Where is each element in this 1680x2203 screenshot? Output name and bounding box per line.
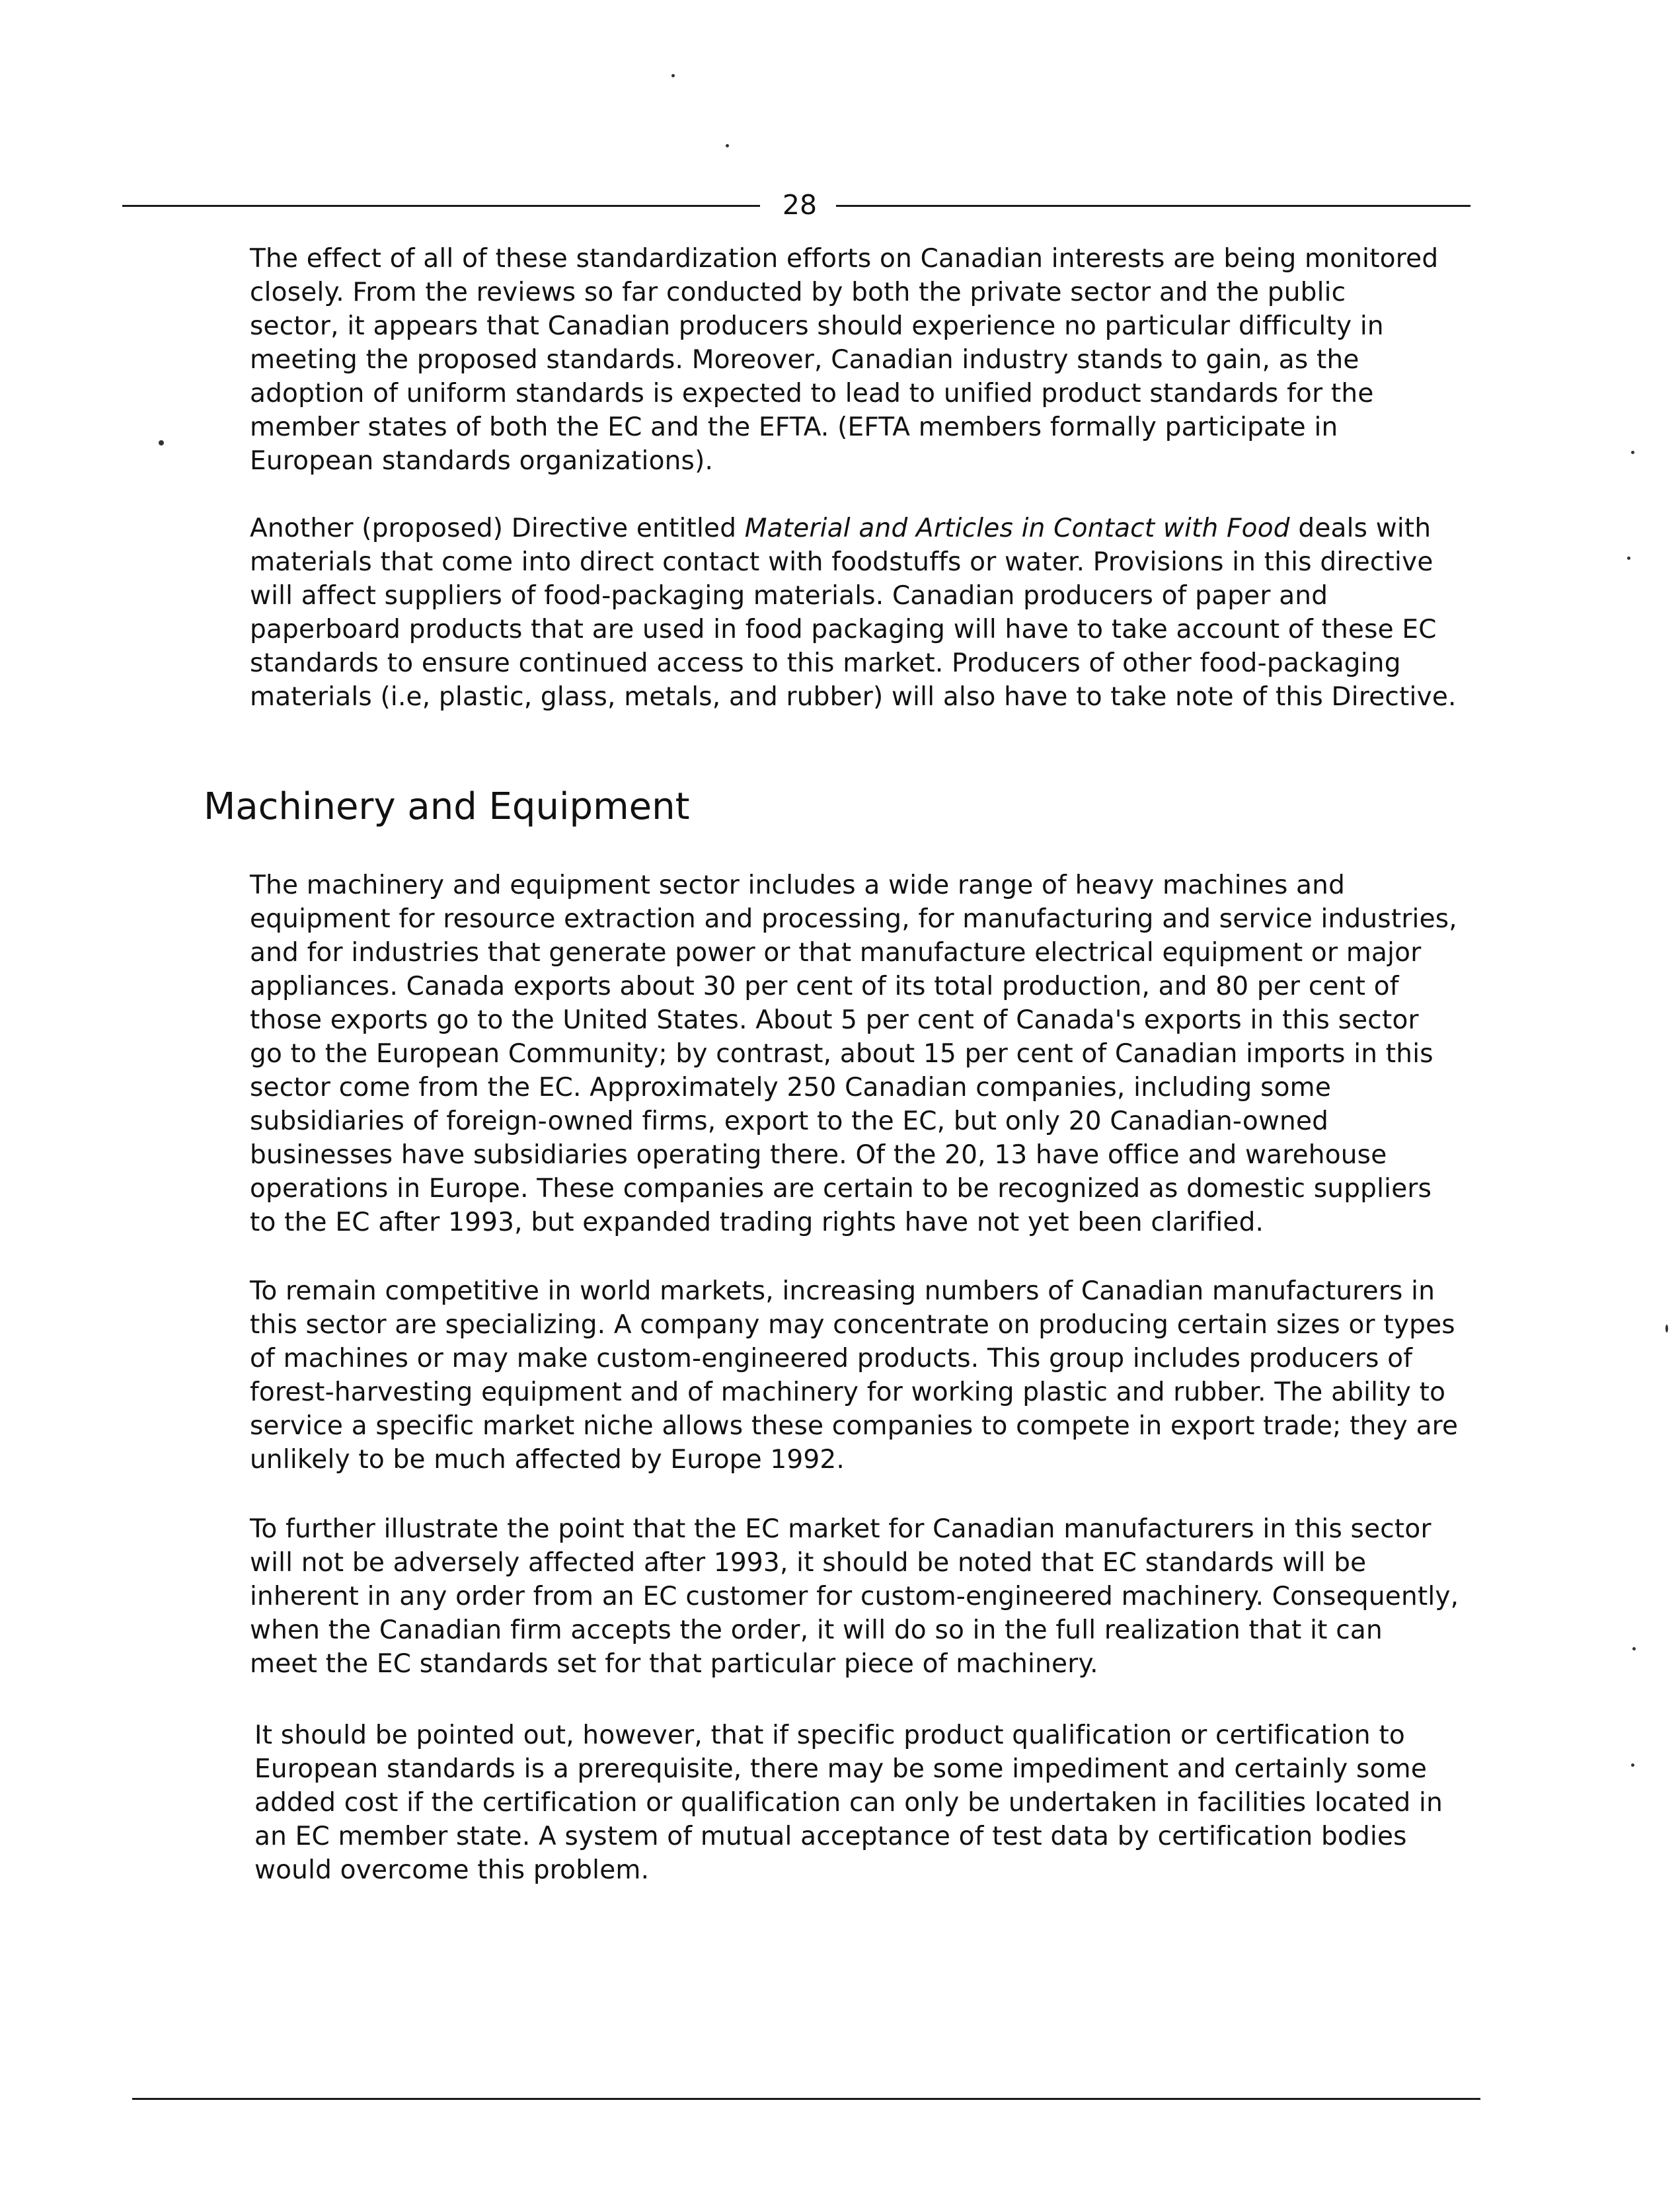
page-number: 28 — [782, 189, 818, 221]
scan-speck — [1632, 1647, 1636, 1650]
paragraph-specialization: To remain competitive in world markets, increasing numbers of Canadian manufacturers in this sector are specializing. A company may concentrate on producing certain sizes or types of machines or may make custom-engineered products. This group includes producers of forest-harvesting equipment and of machinery for working plastic and rubber. The ability to service a specific market niche allows these companies to compete in export trade; they are unlikely to be much affected by Europe 1992. — [250, 1276, 1459, 1475]
paragraph-food-contact-directive — [250, 512, 1492, 714]
paragraph-custom-machinery: To further illustrate the point that the EC market for Canadian manufacturers in this sector will not be adversely affected after 1993, it should be noted that EC standards will be inherent in any order from an EC customer for custom-engineered machinery. Consequently, when the Canadian firm accepts the order, it will do so in the full realization that it can meet the EC standards set for that particular piece of machinery. — [250, 1514, 1459, 1679]
scan-speck — [159, 440, 164, 445]
section-heading: Machinery and Equipment — [204, 785, 690, 828]
directive-title: Material and Articles in Contact with Food — [744, 514, 1290, 543]
paragraph-text: Another (proposed) Directive entitled — [250, 514, 745, 543]
scan-speck — [726, 144, 729, 147]
scan-speck — [1627, 557, 1630, 560]
header-rule-left — [122, 205, 760, 207]
scan-speck — [1631, 451, 1634, 454]
header-rule-right — [836, 205, 1470, 207]
scan-speck — [1631, 1763, 1634, 1767]
paragraph-text: deals with materials that come into direct contact with foodstuffs or water. Provisions in this directive will affect suppliers of food-packaging materials. Canadian producers of paper and paperboard products that are used in food packaging will have to take account of these EC standards to ensure continued access to this market. Producers of other food-packaging materials (i.e, plastic, glass, metals, and rubber) will also have to take note of this Directive. — [250, 514, 1457, 712]
paragraph-certification: It should be pointed out, however, that if specific product qualification or certification to European standards is a prerequisite, there may be some impediment and certainly some added cost if the certification or qualification can only be undertaken in facilities located in an EC member state. A system of mutual acceptance of test data by certification bodies would overcome this problem. — [254, 1720, 1443, 1885]
paragraph-sector-overview: The machinery and equipment sector includes a wide range of heavy machines and equipment for resource extraction and processing, for manufacturing and service industries, and for industries that generate power or that manufacture electrical equipment or major appliances. Canada exports about 30 per cent of its total production, and 80 per cent of those exports go to the United States. About 5 per cent of Canada's exports in this sector go to the European Community; by contrast, about 15 per cent of Canadian imports in this sector come from the EC. Approximately 250 Canadian companies, including some subsidiaries of foreign-owned firms, export to the EC, but only 20 Canadian-owned businesses have subsidiaries operating there. Of the 20, 13 have office and warehouse operations in Europe. These companies are certain to be recognized as domestic suppliers to the EC after 1993, but expanded trading rights have not yet been clarified. — [250, 870, 1457, 1237]
footer-rule — [132, 2098, 1480, 2100]
paragraph-standardization-effects: The effect of all of these standardization efforts on Canadian interests are being monitored closely. From the reviews so far conducted by both the private sector and the public sector, it appears that Canadian producers should experience no particular difficulty in meeting the proposed standards. Moreover, Canadian industry stands to gain, as the adoption of uniform standards is expected to lead to unified product standards for the member states of both the EC and the EFTA. (EFTA members formally participate in European standards organizations). — [250, 244, 1439, 476]
scan-speck — [1665, 1325, 1668, 1333]
scan-speck — [671, 74, 675, 77]
